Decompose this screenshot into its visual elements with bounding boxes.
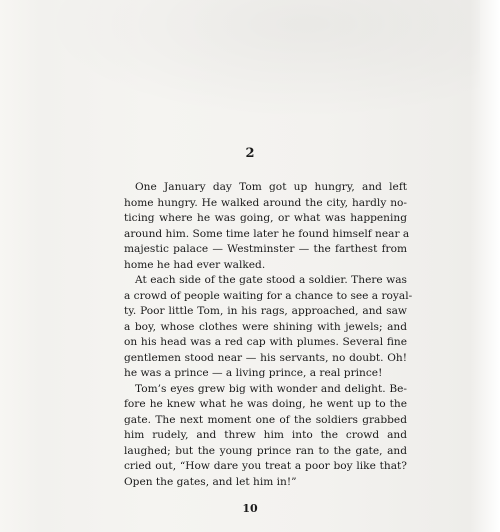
text-line: a boy, whose clothes were shining with jewels; and — [124, 320, 407, 333]
text-line: home he had ever walked. — [124, 258, 266, 271]
paragraph-3 — [112, 382, 407, 491]
page-number: 10 — [242, 502, 258, 515]
text-line: gate. The next moment one of the soldiers grabbed — [124, 413, 407, 426]
chapter-number: 2 — [245, 146, 255, 161]
text-line: on his head was a red cap with plumes. Several fine — [124, 336, 407, 348]
text-line: majestic palace — Westminster — the farthest from — [124, 243, 407, 255]
text-line: he was a prince — a living prince, a real prince! — [124, 367, 383, 379]
text-line: laughed; but the young prince ran to the gate, and — [124, 444, 407, 457]
text-line: gentlemen stood near — his servants, no doubt. Oh! — [124, 351, 407, 364]
text-line: home hungry. He walked around the city, hardly no- — [124, 196, 407, 209]
text-line: him rudely, and threw him into the crowd and — [124, 429, 407, 441]
page-shading — [40, 0, 480, 120]
text-line: a crowd of people waiting for a chance to see a royal- — [124, 289, 413, 302]
text-line: One January day Tom got up hungry, and left — [135, 181, 407, 193]
text-line: At each side of the gate stood a soldier. There was — [135, 274, 407, 286]
text-line: Tom’s eyes grew big with wonder and delight. Be- — [135, 382, 407, 395]
text-line: Open the gates, and let him in!” — [124, 475, 297, 488]
paragraph-2 — [112, 273, 413, 382]
text-line: ticing where he was going, or what was happening — [124, 212, 407, 224]
paragraph-1 — [112, 180, 410, 273]
text-line: cried out, “How dare you treat a poor boy like that? — [124, 460, 407, 472]
text-line: ty. Poor little Tom, in his rags, approached, and saw — [124, 305, 407, 317]
chapter-body — [112, 180, 413, 490]
text-line: fore he knew what he was doing, he went up to the — [124, 398, 407, 410]
text-line: around him. Some time later he found himself near a — [124, 227, 410, 240]
